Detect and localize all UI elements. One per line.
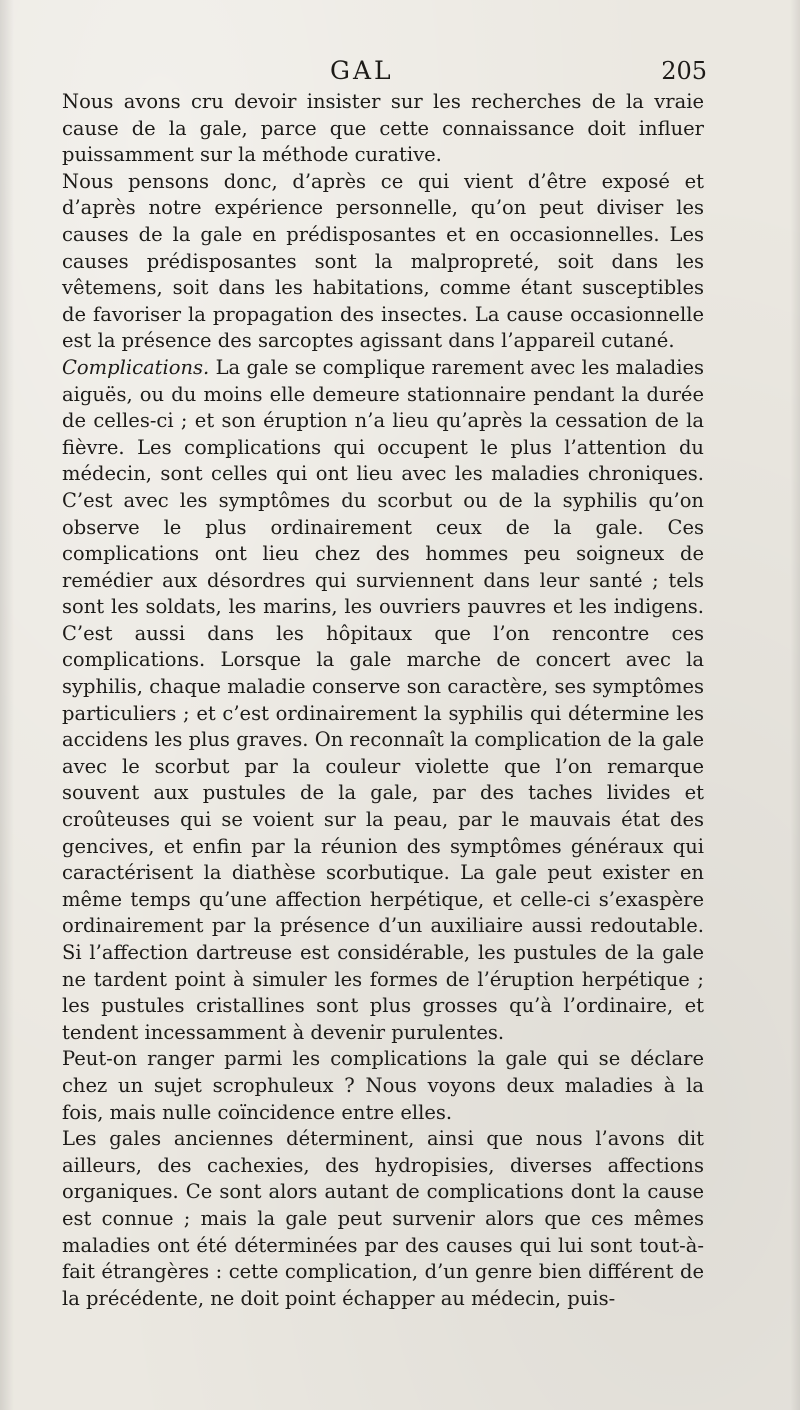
- paragraph-causes-intro: Nous avons cru devoir insister sur les recherches de la vraie cause de la gale, parce que cette connaissance doit influer puissamment sur la méthode curative.: [62, 90, 704, 167]
- page-left-shadow: [0, 0, 14, 1410]
- page-right-shadow: [790, 0, 800, 1410]
- paragraph-old-scabies: Les gales anciennes déterminent, ainsi que nous l’avons dit ailleurs, des cachexies, des hydropisies, diverses affections organiques. Ce sont alors autant de complications dont la cause est connue ; mais la gale peut survenir alors que ces mêmes maladies ont été déterminées par des causes qui lui sont tout-à-fait étrangères : cette complication, d’un genre bien différent de la précédente, ne doit point échapper au médecin, puis-: [62, 1127, 704, 1310]
- complications-text: La gale se complique rarement avec les maladies aiguës, ou du moins elle demeure stationnaire pendant la durée de celles-ci ; et son éruption n’a lieu qu’après la cessation de la fièvre. Les complications qui occupent le plus l’attention du médecin, sont celles qui ont lieu avec les maladies chroniques. C’est avec les symptômes du scorbut ou de la syphilis qu’on observe le plus ordinairement ceux de la gale. Ces complications ont lieu chez des hommes peu soigneux de remédier aux désordres qui surviennent dans leur santé ; tels sont les soldats, les marins, les ouvriers pauvres et les indigens. C’est aussi dans les hôpitaux que l’on rencontre ces complications. Lorsque la gale marche de concert avec la syphilis, chaque maladie conserve son caractère, ses symptômes particuliers ; et c’est ordinairement la syphilis qui détermine les accidens les plus graves. On reconnaît la complication de la gale avec le scorbut par la couleur violette que l’on remarque souvent aux pustules de la gale, par des taches livides et croûteuses qui se voient sur la peau, par le mauvais état des gencives, et enfin par la réunion des symptômes généraux qui caractérisent la diathèse scorbutique. La gale peut exister en même temps qu’une affection herpétique, et celle-ci s’exaspère ordinairement par la présence d’un auxiliaire aussi redoutable. Si l’affection dartreuse est considérable, les pustules de la gale ne tardent point à simuler les formes de l’éruption herpétique ; les pustules cristallines sont plus grosses qu’à l’ordinaire, et tendent incessamment à devenir purulentes.: [62, 355, 704, 1044]
- body-text: [62, 89, 704, 1312]
- running-head: GAL: [330, 56, 394, 85]
- paragraph-causes-division: Nous pensons donc, d’après ce qui vient d’être exposé et d’après notre expérience personnelle, qu’on peut diviser les causes de la gale en prédisposantes et en occasionnelles. Les causes prédisposantes sont la malpropreté, soit dans les vêtemens, soit dans les habitations, comme étant susceptibles de favoriser la propagation des insectes. La cause occasionnelle est la présence des sarcoptes agissant dans l’appareil cutané.: [62, 169, 704, 353]
- page-number: 205: [661, 57, 707, 85]
- complications-term: Complications.: [62, 355, 210, 379]
- paragraph-scrofula: Peut-on ranger parmi les complications la gale qui se déclare chez un sujet scrophuleux ? Nous voyons deux maladies à la fois, mais nulle coïncidence entre elles.: [62, 1047, 704, 1124]
- paragraph-complications: [62, 355, 704, 1046]
- page-header: [0, 56, 800, 86]
